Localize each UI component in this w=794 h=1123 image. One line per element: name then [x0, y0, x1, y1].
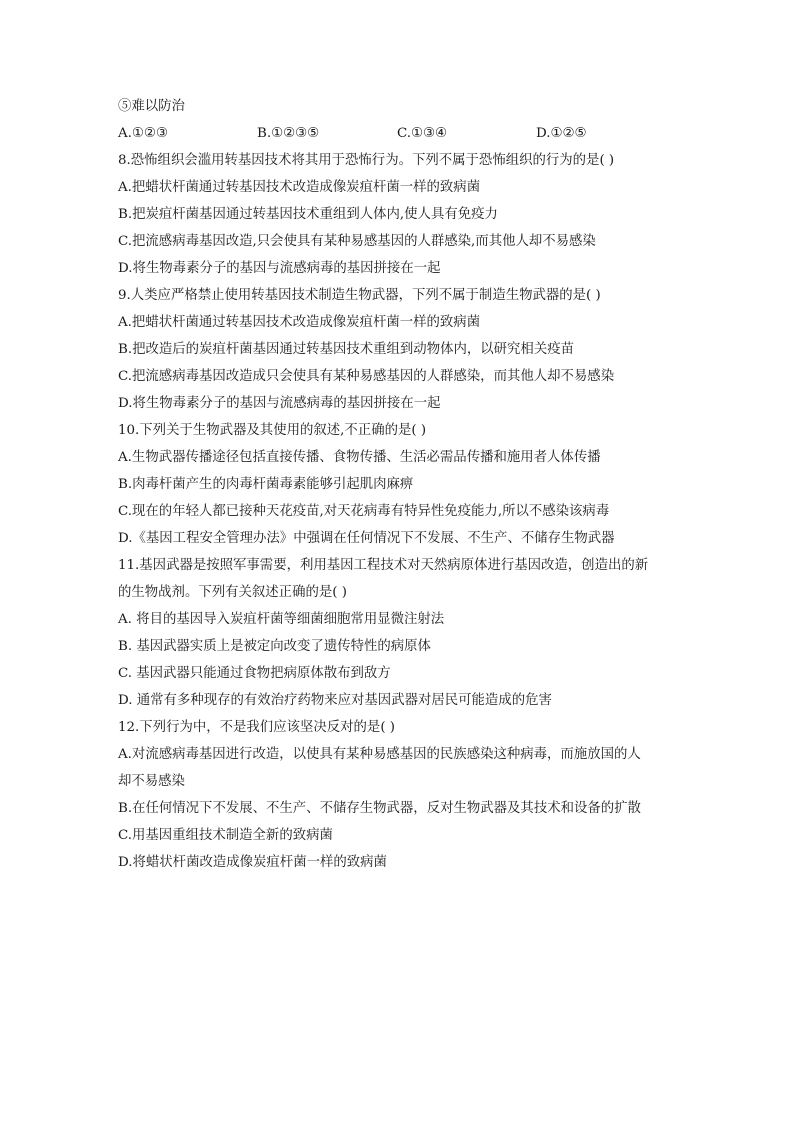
q8-option-c: C.把流感病毒基因改造,只会使具有某种易感基因的人群感染,而其他人却不易感染 — [118, 234, 596, 249]
q10-option-c: C.现在的年轻人都已接种天花疫苗,对天花病毒有特异性免疫能力,所以不感染该病毒 — [118, 504, 610, 519]
q9-option-a: A.把蜡状杆菌通过转基因技术改造成像炭疽杆菌一样的致病菌 — [118, 315, 481, 330]
q9-option-c: C.把流感病毒基因改造成只会使具有某种易感基因的人群感染，而其他人却不易感染 — [118, 369, 615, 384]
q11-option-a: A. 将目的基因导入炭疽杆菌等细菌细胞常用显微注射法 — [118, 612, 445, 627]
q12-stem: 12.下列行为中，不是我们应该坚决反对的是( ) — [118, 720, 396, 735]
q7-options — [118, 120, 678, 147]
q8-stem: 8.恐怖组织会滥用转基因技术将其用于恐怖行为。下列不属于恐怖组织的行为的是( ) — [118, 153, 615, 168]
q8-option-d: D.将生物毒素分子的基因与流感病毒的基因拼接在一起 — [118, 261, 441, 276]
q10-option-d: D.《基因工程安全管理办法》中强调在任何情况下不发展、不生产、不储存生物武器 — [118, 531, 615, 546]
q7-option-c: C.①③④ — [397, 126, 448, 141]
q11-option-b: B. 基因武器实质上是被定向改变了遗传特性的病原体 — [118, 639, 431, 654]
q7-item5: ⑤难以防治 — [118, 99, 185, 114]
q10-stem: 10.下列关于生物武器及其使用的叙述,不正确的是( ) — [118, 423, 427, 438]
q12-option-a-line1: A.对流感病毒基因进行改造，以使具有某种易感基因的民族感染这种病毒，而施放国的人 — [118, 747, 641, 762]
q8-option-b: B.把炭疽杆菌基因通过转基因技术重组到人体内,使人具有免疫力 — [118, 207, 498, 222]
q12-option-d: D.将蜡状杆菌改造成像炭疽杆菌一样的致病菌 — [118, 855, 387, 870]
q12-option-b: B.在任何情况下不发展、不生产、不储存生物武器，反对生物武器及其技术和设备的扩散 — [118, 801, 641, 816]
q11-option-c: C. 基因武器只能通过食物把病原体散布到敌方 — [118, 666, 391, 681]
q8-option-a: A.把蜡状杆菌通过转基因技术改造成像炭疽杆菌一样的致病菌 — [118, 180, 481, 195]
question-content — [118, 93, 678, 876]
q9-stem: 9.人类应严格禁止使用转基因技术制造生物武器，下列不属于制造生物武器的是( ) — [118, 288, 601, 303]
q10-option-a: A.生物武器传播途径包括直接传播、食物传播、生活必需品传播和施用者人体传播 — [118, 450, 601, 465]
q11-stem-line1: 11.基因武器是按照军事需要，利用基因工程技术对天然病原体进行基因改造，创造出的新 — [118, 558, 649, 573]
q12-option-a-line2: 却不易感染 — [118, 774, 185, 789]
q9-option-d: D.将生物毒素分子的基因与流感病毒的基因拼接在一起 — [118, 396, 441, 411]
q7-option-d: D.①②⑤ — [536, 126, 587, 141]
q12-option-c: C.用基因重组技术制造全新的致病菌 — [118, 828, 333, 843]
q11-option-d: D. 通常有多种现存的有效治疗药物来应对基因武器对居民可能造成的危害 — [118, 693, 552, 708]
q7-option-a: A.①②③ — [118, 126, 168, 141]
q7-option-b: B.①②③⑤ — [257, 126, 320, 141]
q9-option-b: B.把改造后的炭疽杆菌基因通过转基因技术重组到动物体内，以研究相关疫苗 — [118, 342, 574, 357]
q11-stem-line2: 的生物战剂。下列有关叙述正确的是( ) — [118, 585, 347, 600]
q10-option-b: B.肉毒杆菌产生的肉毒杆菌毒素能够引起肌肉麻痹 — [118, 477, 414, 492]
